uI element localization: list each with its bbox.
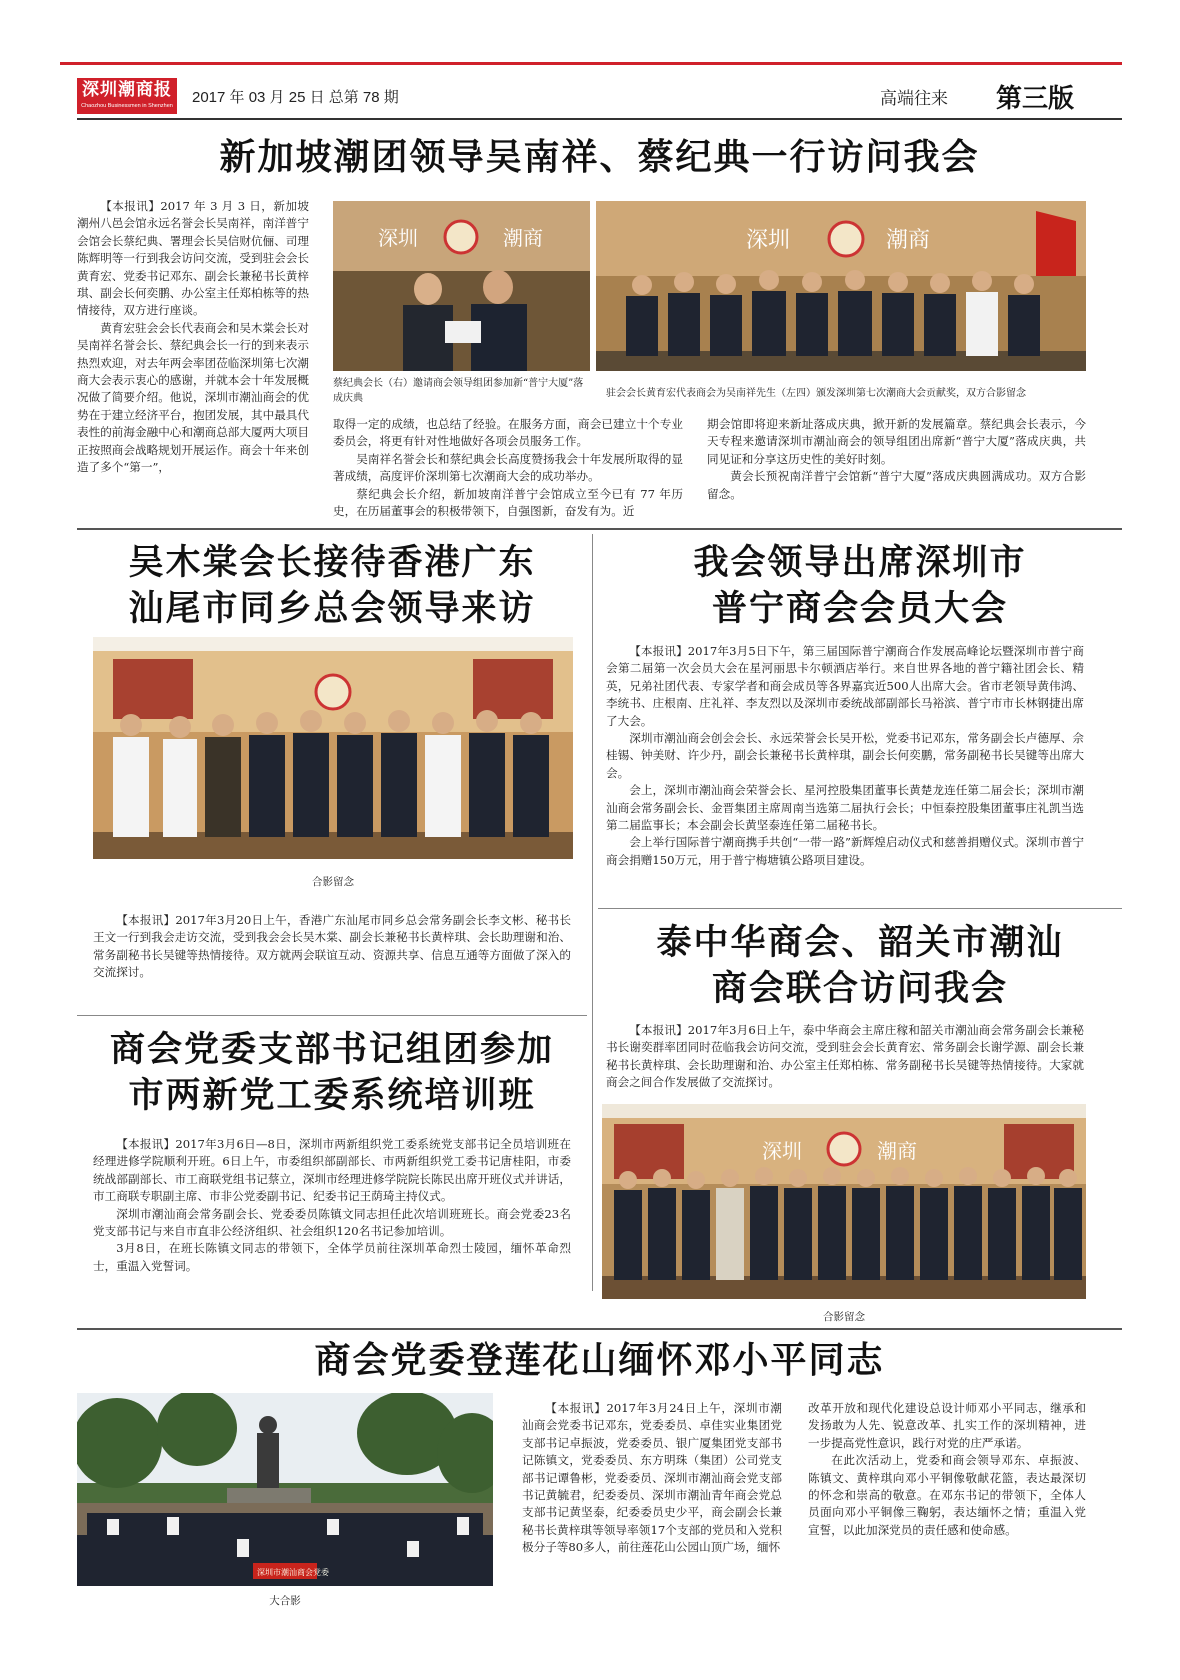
article4-paragraph: 【本报讯】2017年3月5日下午，第三届国际普宁潮商合作发展高峰论坛暨深圳市普宁商会第二届第一次会员大会在星河丽思卡尔顿酒店举行。来自世界各地的普宁籍社团会长、精英，兄弟社团代表、专家学者和商会成员等各界嘉宾近500人出席大会。省市老领导黄伟鸿、李统书、庄根南、庄礼祥、李友烈以及深圳市委统战部副部长马裕滨、普宁市市长林钢捷出席了大会。 bbox=[606, 644, 1084, 728]
article1-paragraph: 【本报讯】2017 年 3 月 3 日，新加坡潮州八邑会馆永远名誉会长吴南祥，南洋普宁会馆会长蔡纪典、署理会长吴信财伉俪、司理陈辉明等一行到我会访问交流，受到驻会会长黄育宏、党委书记邓东、副会长兼秘书长黄梓琪、副会长何奕鹏、办公室主任郑柏栋等的热情接待，双方进行座谈。 bbox=[77, 199, 309, 318]
svg-text:潮商: 潮商 bbox=[886, 228, 931, 253]
article1-photo-group bbox=[596, 201, 1086, 371]
article5-headline-line1: 泰中华商会、韶关市潮汕 bbox=[656, 922, 1064, 963]
article3-headline-line1: 商会党委支部书记组团参加 bbox=[109, 1029, 554, 1070]
article6-headline: 商会党委登莲花山缅怀邓小平同志 bbox=[314, 1339, 885, 1381]
article3-paragraph: 【本报讯】2017年3月6日—8日，深圳市两新组织党工委系统党支部书记全员培训班在经理进修学院顺利开班。6日上午，市委组织部副部长、市两新组织党工委书记唐桂阳，市委统战部副部长、市工商联党组书记蔡立，深圳市经理进修学院院长陈民出席开班仪式并讲话，市工商联专职副主席、市非公党委副书记、纪委书记王荫琦主持仪式。 bbox=[93, 1137, 571, 1204]
article2-photo-caption: 合影留念 bbox=[312, 876, 354, 888]
logo-text: 深圳潮商报 bbox=[82, 80, 172, 100]
article1-headline: 新加坡潮团领导吴南祥、蔡纪典一行访问我会 bbox=[219, 136, 980, 178]
article6-banner-text: 深圳市潮汕商会党委 bbox=[257, 1568, 329, 1577]
article6-photo-group bbox=[77, 1393, 493, 1586]
article1-paragraph: 蔡纪典会长介绍，新加坡南洋普宁会馆成立至今已有 77 年历史，在历届董事会的积极带领下，自强图新，奋发有为。近 bbox=[333, 486, 683, 519]
article1-paragraph: 黄育宏驻会会长代表商会和吴木棠会长对吴南祥名誉会长、蔡纪典会长一行的到来表示热烈欢迎，对去年两会率团莅临深圳第七次潮商大会表示衷心的感谢，并就本会十年发展概况做了简要介绍。他说，深圳市潮汕商会的优势在于建立经济平台，抱团发展，其中最具代表性的前海金融中心和潮商总部大厦两大项目正按照商会战略规划开展运作。商会十年来创造了多个“第一”， bbox=[77, 320, 309, 475]
article5-photo-group bbox=[602, 1104, 1086, 1299]
article1-paragraph: 黄会长预祝南洋普宁会馆新“普宁大厦”落成庆典圆满成功。双方合影留念。 bbox=[707, 469, 1086, 501]
section-divider bbox=[77, 528, 1122, 530]
article6-paragraph: 【本报讯】2017年3月24日上午，深圳市潮汕商会党委书记邓东，党委委员、卓佳实业集团党支部书记卓振波，党委委员、银广厦集团党支部书记陈镇文，党委委员、东方明珠（集团）公司党支部书记谭鲁彬，党委委员、深圳市潮汕商会党支部书记黄毓君，纪委委员、深圳市潮汕青年商会党总支部书记黄坚泰，纪委委员史少平，商会副会长兼秘书长黄梓琪等领导率领17个支部的党员和入党积极分子等80多人，前往莲花山公园山顶广场，缅怀 bbox=[522, 1401, 782, 1555]
article5-body bbox=[606, 1022, 1084, 1092]
article2-headline bbox=[77, 540, 587, 632]
logo-subtext: Chaozhou Businessmen in Shenzhen bbox=[81, 103, 173, 109]
article2-headline-line1: 吴木棠会长接待香港广东 bbox=[128, 542, 536, 583]
section-divider bbox=[77, 1328, 1122, 1330]
article6-paragraph: 改革开放和现代化建设总设计师邓小平同志，继承和发扬敢为人先、锐意改革、扎实工作的深圳精神，进一步提高党性意识，践行对党的庄严承诺。 bbox=[808, 1401, 1086, 1450]
article2-headline-line2: 汕尾市同乡总会领导来访 bbox=[128, 588, 536, 629]
section-divider bbox=[598, 908, 1122, 909]
article6-photo-caption: 大合影 bbox=[269, 1595, 301, 1607]
article6-column-1 bbox=[522, 1400, 782, 1557]
article1-column-3 bbox=[707, 416, 1086, 503]
article5-headline-line2: 商会联合访问我会 bbox=[711, 968, 1008, 1009]
svg-text:深圳: 深圳 bbox=[746, 228, 791, 253]
article1-photo2-caption: 驻会会长黄育宏代表商会为吴南祥先生（左四）颁发深圳第七次潮商大会贡献奖，双方合影留念 bbox=[606, 388, 1026, 399]
svg-text:潮商: 潮商 bbox=[503, 226, 543, 250]
masthead-logo bbox=[77, 78, 177, 114]
masthead-page-label: 第三版 bbox=[996, 83, 1075, 113]
svg-text:深圳: 深圳 bbox=[762, 1139, 802, 1163]
article4-paragraph: 深圳市潮汕商会创会会长、永远荣誉会长吴开松，党委书记邓东，常务副会长卢德厚、佘桂锡、钟美财、许少丹，副会长兼秘书长黄梓琪，副会长何奕鹏，常务副秘书长吴键等出席大会。 bbox=[606, 731, 1084, 780]
article2-body bbox=[93, 912, 571, 982]
article3-headline bbox=[77, 1027, 587, 1119]
article5-paragraph: 【本报讯】2017年3月6日上午，泰中华商会主席庄稼和韶关市潮汕商会常务副会长兼秘书长谢奕群率团同时莅临我会访问交流，受到驻会会长黄育宏、常务副会长谢学源、副会长兼秘书长黄梓琪、会长助理谢和治、办公室主任郑柏栋、常务副秘书长吴键等热情接待。大家就商会之间合作发展做了交流探讨。 bbox=[606, 1023, 1084, 1090]
section-divider bbox=[77, 1015, 587, 1016]
svg-text:深圳: 深圳 bbox=[378, 226, 418, 250]
article1-paragraph: 期会馆即将迎来新址落成庆典，掀开新的发展篇章。蔡纪典会长表示，今天专程来邀请深圳市潮汕商会的领导组团出席新“普宁大厦”落成庆典，共同见证和分享这历史性的美好时刻。 bbox=[707, 417, 1086, 466]
article1-column-2 bbox=[333, 416, 683, 520]
article4-headline-line2: 普宁商会会员大会 bbox=[711, 588, 1008, 629]
article6-paragraph: 在此次活动上，党委和商会领导邓东、卓振波、陈镇文、黄梓琪向邓小平铜像敬献花篮，表达最深切的怀念和崇高的敬意。在邓东书记的带领下，全体人员面向邓小平铜像三鞠躬，表达缅怀之情；重温入党宣誓，以此加深党员的责任感和使命感。 bbox=[808, 1453, 1086, 1537]
article1-photo1-caption: 蔡纪典会长（右）邀请商会领导组团参加新“普宁大厦”落成庆典 bbox=[333, 378, 584, 404]
article3-paragraph: 深圳市潮汕商会常务副会长、党委委员陈镇文同志担任此次培训班班长。商会党委23名党支部书记与来自市直非公经济组织、社会组织120名书记参加培训。 bbox=[93, 1206, 571, 1239]
article4-body bbox=[606, 643, 1084, 869]
article1-paragraph: 吴南祥名誉会长和蔡纪典会长高度赞扬我会十年发展所取得的显著成绩，高度评价深圳第七次潮商大会的成功举办。 bbox=[333, 451, 683, 484]
article4-headline bbox=[598, 540, 1122, 632]
article3-body bbox=[93, 1136, 571, 1275]
article1-paragraph: 取得一定的成绩，也总结了经验。在服务方面，商会已建立十个专业委员会，将更有针对性地做好各项会员服务工作。 bbox=[333, 417, 683, 449]
article4-paragraph: 会上举行国际普宁潮商携手共创“一带一路”新辉煌启动仪式和慈善捐赠仪式。深圳市普宁商会捐赠150万元，用于普宁梅塘镇公路项目建设。 bbox=[606, 835, 1084, 867]
masthead-date-issue: 2017 年 03 月 25 日 总第 78 期 bbox=[192, 89, 399, 106]
article6-column-2 bbox=[808, 1400, 1086, 1539]
article1-column-1 bbox=[77, 198, 309, 477]
article3-paragraph: 3月8日，在班长陈镇文同志的带领下，全体学员前往深圳革命烈士陵园，缅怀革命烈士，重温入党誓词。 bbox=[93, 1241, 571, 1273]
article2-paragraph: 【本报讯】2017年3月20日上午，香港广东汕尾市同乡总会常务副会长李文彬、秘书长王文一行到我会走访交流，受到我会会长吴木棠、副会长兼秘书长黄梓琪、会长助理谢和治、常务副秘书长吴键等热情接待。双方就两会联谊互动、资源共享、信息互通等方面做了深入的交流探讨。 bbox=[93, 913, 571, 980]
article3-headline-line2: 市两新党工委系统培训班 bbox=[128, 1075, 536, 1116]
masthead-bottom-rule bbox=[77, 118, 1122, 120]
article5-headline bbox=[598, 920, 1122, 1012]
article4-paragraph: 会上，深圳市潮汕商会荣誉会长、星河控股集团董事长黄楚龙连任第二届会长；深圳市潮汕商会常务副会长、金晋集团主席周南当选第二届执行会长；中恒泰控股集团董事庄礼凯当选第二届监事长；本会副会长黄坚泰连任第二届秘书长。 bbox=[606, 783, 1084, 833]
masthead-section: 高端往来 bbox=[880, 89, 948, 108]
masthead-top-rule bbox=[60, 62, 1122, 65]
article4-headline-line1: 我会领导出席深圳市 bbox=[693, 542, 1027, 583]
svg-text:潮商: 潮商 bbox=[877, 1139, 917, 1163]
column-divider bbox=[592, 534, 593, 1291]
article1-photo-handshake bbox=[333, 201, 590, 371]
article5-photo-caption: 合影留念 bbox=[823, 1311, 865, 1323]
article2-photo-group bbox=[93, 637, 573, 859]
